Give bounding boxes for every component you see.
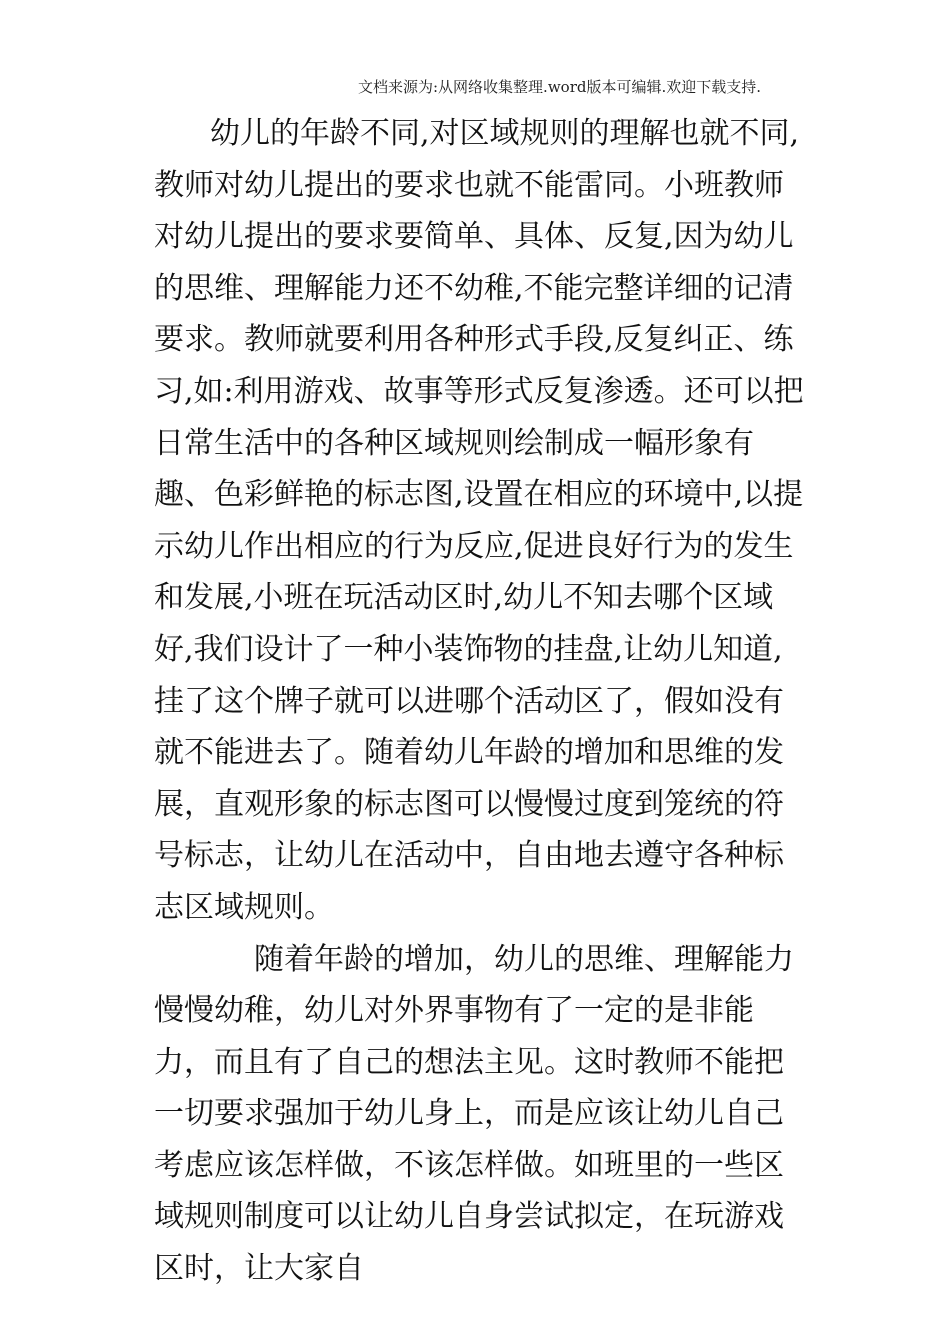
source-note: 文档来源为:从网络收集整理.word版本可编辑.欢迎下载支持. [358, 78, 762, 96]
paragraph-1: 幼儿的年龄不同,对区域规则的理解也就不同,教师对幼儿提出的要求也就不能雷同。小班教师对幼儿提出的要求要简单、具体、反复,因为幼儿的思维、理解能力还不幼稚,不能完整详细的记清要求。教师就要利用各种形式手段,反复纠正、练习,如:利用游戏、故事等形式反复渗透。还可以把日常生活中的各种区域规则绘制成一幅形象有趣、色彩鲜艳的标志图,设置在相应的环境中,以提示幼儿作出相应的行为反应,促进良好行为的发生和发展,小班在玩活动区时,幼儿不知去哪个区域好,我们设计了一种小装饰物的挂盘,让幼儿知道,挂了这个牌子就可以进哪个活动区了，假如没有就不能进去了。随着幼儿年龄的增加和思维的发展，直观形象的标志图可以慢慢过度到笼统的符号标志，让幼儿在活动中，自由地去遵守各种标志区域规则。 [154, 116, 804, 925]
document-body [154, 108, 810, 1295]
paragraph-2: 随着年龄的增加，幼儿的思维、理解能力慢慢幼稚，幼儿对外界事物有了一定的是非能力，而且有了自己的想法主见。这时教师不能把一切要求强加于幼儿身上，而是应该让幼儿自己考虑应该怎样做，不该怎样做。如班里的一些区域规则制度可以让幼儿自身尝试拟定，在玩游戏区时，让大家自 [154, 941, 794, 1287]
